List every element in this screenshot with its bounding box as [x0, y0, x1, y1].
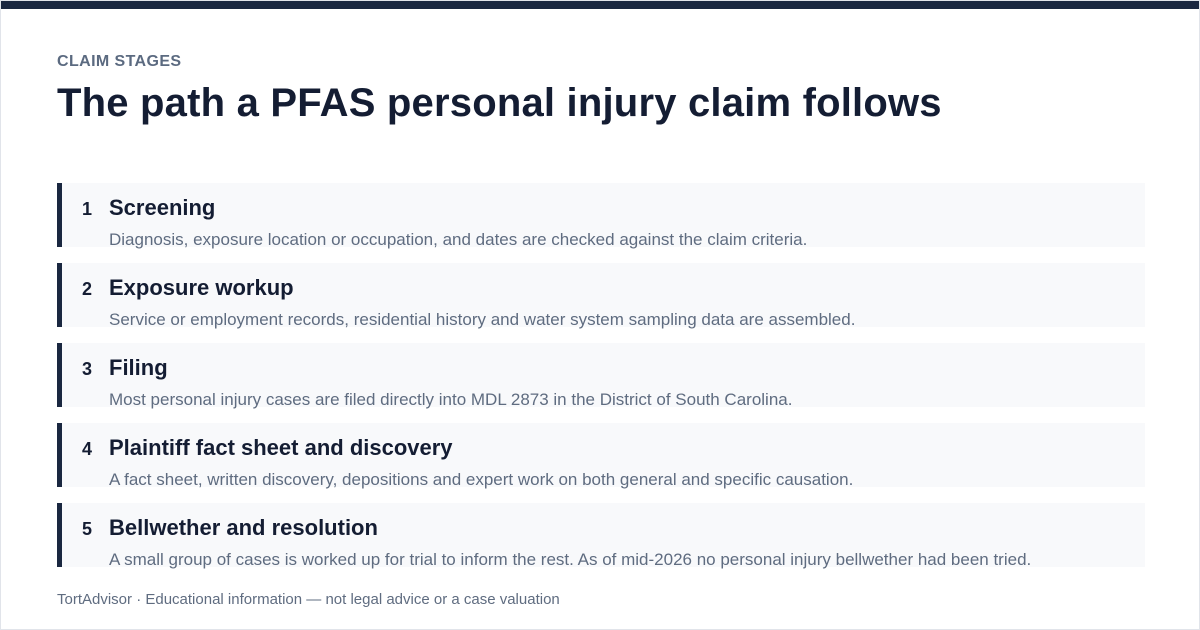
step-fact-sheet-discovery	[57, 423, 1145, 487]
step-number: 5	[82, 519, 93, 539]
step-description: Service or employment records, residential history and water system sampling data are assembled.	[109, 310, 856, 329]
step-number: 2	[82, 279, 93, 299]
step-filing	[57, 343, 1145, 407]
step-title: Plaintiff fact sheet and discovery	[109, 435, 453, 460]
eyebrow-label: CLAIM STAGES	[57, 53, 182, 70]
claim-steps-list	[57, 183, 1145, 583]
step-description: Most personal injury cases are filed directly into MDL 2873 in the District of South Carolina.	[109, 390, 793, 409]
step-description: Diagnosis, exposure location or occupation, and dates are checked against the claim criteria.	[109, 230, 808, 249]
step-exposure-workup	[57, 263, 1145, 327]
step-description: A small group of cases is worked up for trial to inform the rest. As of mid-2026 no personal injury bellwether had been tried.	[109, 550, 1032, 569]
step-screening	[57, 183, 1145, 247]
step-description: A fact sheet, written discovery, depositions and expert work on both general and specific causation.	[109, 470, 854, 489]
step-number: 3	[82, 359, 93, 379]
page-title: The path a PFAS personal injury claim follows	[57, 81, 942, 125]
step-title: Filing	[109, 355, 168, 380]
step-bellwether-resolution	[57, 503, 1145, 567]
top-accent-bar	[1, 1, 1199, 9]
step-title: Screening	[109, 195, 216, 220]
step-title: Exposure workup	[109, 275, 294, 300]
footer-disclaimer: TortAdvisor · Educational information — not legal advice or a case valuation	[57, 591, 560, 608]
step-number: 4	[82, 439, 93, 459]
step-number: 1	[82, 199, 93, 219]
step-title: Bellwether and resolution	[109, 515, 378, 540]
